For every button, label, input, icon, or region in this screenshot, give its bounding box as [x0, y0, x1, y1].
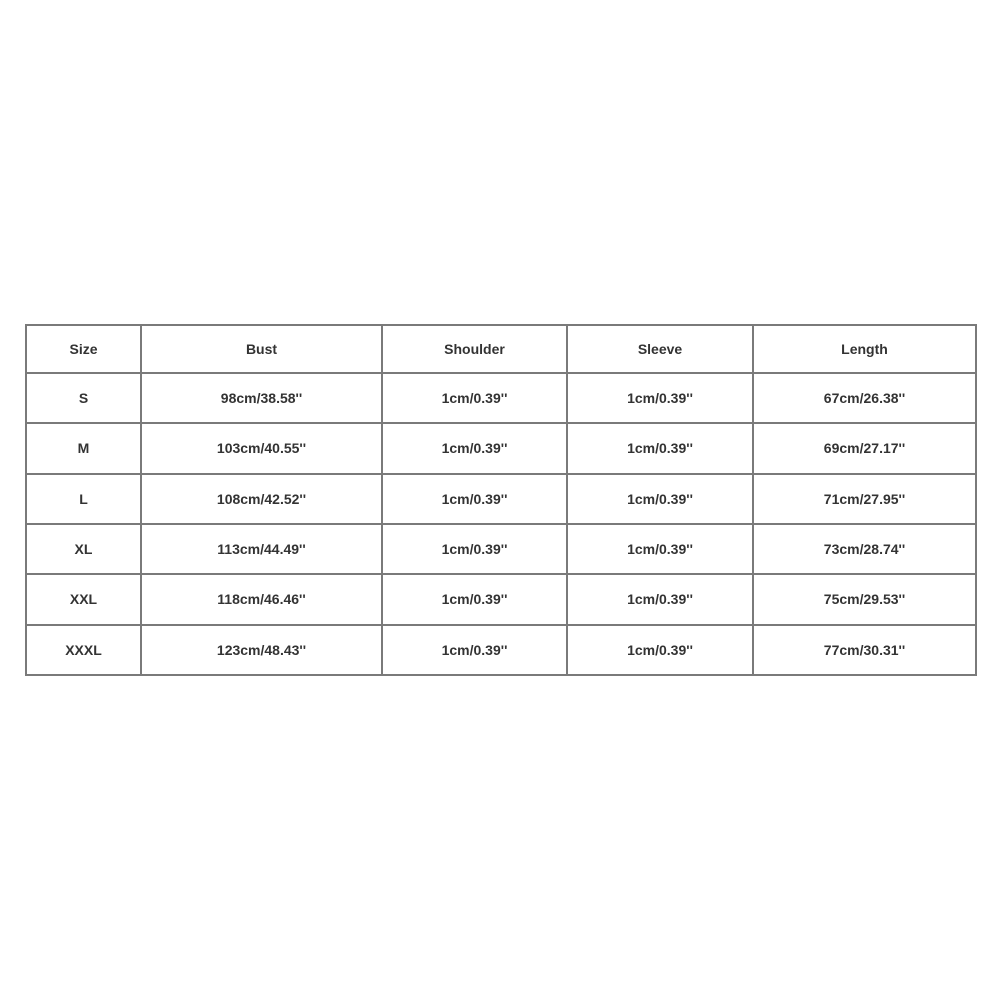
cell-sleeve: 1cm/0.39'' [567, 574, 753, 624]
header-shoulder: Shoulder [382, 325, 567, 373]
cell-size: L [26, 474, 141, 524]
table-row [26, 574, 976, 624]
cell-shoulder: 1cm/0.39'' [382, 423, 567, 473]
table-header-row [26, 325, 976, 373]
cell-size: XXL [26, 574, 141, 624]
cell-shoulder: 1cm/0.39'' [382, 373, 567, 423]
cell-shoulder: 1cm/0.39'' [382, 625, 567, 675]
header-length: Length [753, 325, 976, 373]
cell-size: XXXL [26, 625, 141, 675]
header-size: Size [26, 325, 141, 373]
table-row [26, 474, 976, 524]
cell-sleeve: 1cm/0.39'' [567, 524, 753, 574]
size-chart-table [25, 324, 977, 676]
table-row [26, 373, 976, 423]
header-bust: Bust [141, 325, 382, 373]
cell-bust: 103cm/40.55'' [141, 423, 382, 473]
cell-shoulder: 1cm/0.39'' [382, 474, 567, 524]
cell-bust: 118cm/46.46'' [141, 574, 382, 624]
cell-size: M [26, 423, 141, 473]
cell-length: 77cm/30.31'' [753, 625, 976, 675]
cell-length: 75cm/29.53'' [753, 574, 976, 624]
cell-bust: 113cm/44.49'' [141, 524, 382, 574]
header-sleeve: Sleeve [567, 325, 753, 373]
cell-sleeve: 1cm/0.39'' [567, 625, 753, 675]
cell-length: 67cm/26.38'' [753, 373, 976, 423]
cell-shoulder: 1cm/0.39'' [382, 574, 567, 624]
cell-shoulder: 1cm/0.39'' [382, 524, 567, 574]
table-row [26, 423, 976, 473]
cell-bust: 123cm/48.43'' [141, 625, 382, 675]
cell-sleeve: 1cm/0.39'' [567, 423, 753, 473]
cell-length: 69cm/27.17'' [753, 423, 976, 473]
cell-length: 73cm/28.74'' [753, 524, 976, 574]
cell-bust: 98cm/38.58'' [141, 373, 382, 423]
table-row [26, 625, 976, 675]
cell-length: 71cm/27.95'' [753, 474, 976, 524]
cell-sleeve: 1cm/0.39'' [567, 373, 753, 423]
cell-bust: 108cm/42.52'' [141, 474, 382, 524]
cell-size: S [26, 373, 141, 423]
cell-sleeve: 1cm/0.39'' [567, 474, 753, 524]
table-row [26, 524, 976, 574]
cell-size: XL [26, 524, 141, 574]
